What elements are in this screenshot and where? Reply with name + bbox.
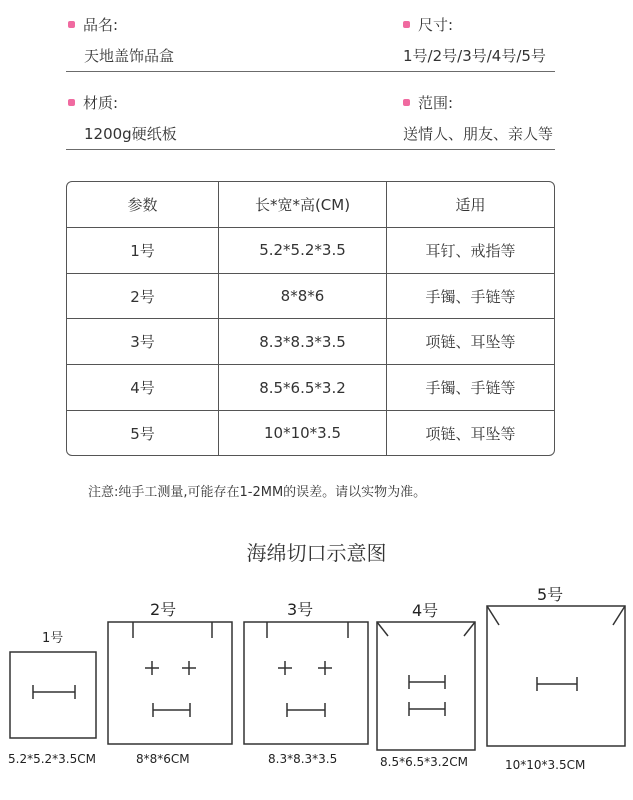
name-label: 品名: [83, 16, 119, 34]
table-cell: 8*8*6 [219, 274, 387, 320]
slot-icon [409, 702, 445, 716]
box-2 [108, 622, 232, 744]
cross-icon [278, 661, 292, 675]
box-dimension: 8.5*6.5*3.2CM [380, 755, 468, 769]
material-value: 1200g硬纸板 [84, 125, 177, 143]
corner-cut [613, 606, 625, 625]
table-header: 长*宽*高(CM) [219, 182, 387, 228]
box-3 [244, 622, 368, 744]
table-cell: 手镯、手链等 [387, 365, 554, 411]
table-cell: 1号 [67, 228, 219, 274]
slot-icon [409, 675, 445, 689]
table-cell: 5号 [67, 411, 219, 455]
table-cell: 2号 [67, 274, 219, 320]
slot-icon [537, 677, 577, 691]
cross-icon [318, 661, 332, 675]
table-cell: 项链、耳坠等 [425, 424, 516, 443]
box-dimension: 8*8*6CM [136, 752, 190, 766]
cross-icon [145, 661, 159, 675]
table-header: 参数 [67, 182, 219, 228]
slot-icon [153, 703, 190, 717]
table-cell: 3号 [67, 319, 219, 365]
table-cell: 8.3*8.3*3.5 [219, 319, 387, 365]
scope-value: 送情人、朋友、亲人等 [403, 125, 554, 143]
table-cell: 5.2*5.2*3.5 [219, 228, 387, 274]
box-1 [10, 652, 96, 738]
box-dimension: 10*10*3.5CM [505, 758, 586, 772]
box-dimension: 5.2*5.2*3.5CM [8, 752, 96, 766]
cross-icon [182, 661, 196, 675]
corner-cut [487, 606, 499, 625]
material-label: 材质: [83, 94, 119, 112]
box-label: 3号 [287, 600, 314, 619]
size-value: 1号/2号/3号/4号/5号 [403, 47, 546, 65]
box-label: 4号 [412, 601, 439, 620]
scope-label: 范围: [418, 94, 454, 112]
name-value: 天地盖饰品盒 [84, 47, 175, 65]
diagram-title: 海绵切口示意图 [246, 541, 387, 565]
table-cell: 耳钉、戒指等 [387, 228, 554, 274]
note-text: 注意:纯手工测量,可能存在1-2MM的误差。请以实物为准。 [88, 485, 427, 500]
size-label: 尺寸: [418, 16, 454, 34]
slot-icon [33, 685, 75, 699]
table-cell: 手镯、手链等 [387, 274, 554, 320]
table-header: 适用 [387, 182, 554, 228]
table-cell: 4号 [67, 365, 219, 411]
box-label: 1号 [42, 631, 64, 646]
slot-icon [287, 703, 325, 717]
box-4 [377, 622, 475, 750]
box-dimension: 8.3*8.3*3.5 [268, 752, 338, 766]
table-cell: 10*10*3.5 [219, 411, 387, 455]
corner-cut [464, 622, 475, 636]
table-cell: 8.5*6.5*3.2 [219, 365, 387, 411]
box-label: 5号 [537, 585, 564, 604]
table-cell: 项链、耳坠等 [387, 319, 554, 365]
box-5 [487, 606, 625, 746]
box-label: 2号 [150, 600, 177, 619]
corner-cut [377, 622, 388, 636]
